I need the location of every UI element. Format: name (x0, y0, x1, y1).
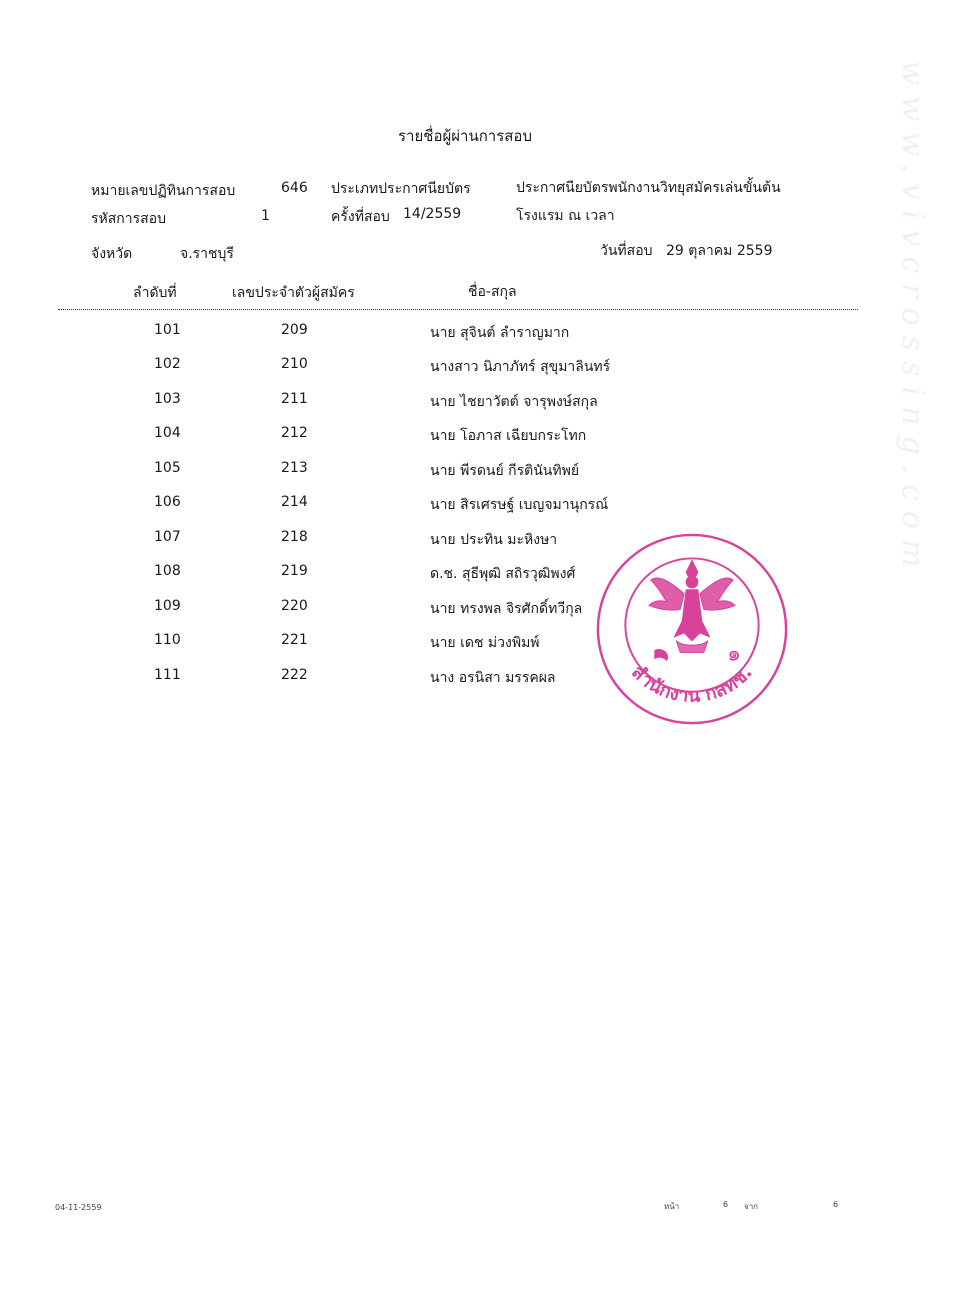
row-name: นาง อรนิสา มรรคผล (430, 670, 556, 686)
cert-type-label: ประเภทประกาศนียบัตร (331, 181, 471, 197)
row-seq: 106 (154, 494, 181, 510)
row-name: นาย สุจินต์ ลำราญมาก (430, 325, 570, 341)
table-row (0, 460, 960, 494)
document-title: รายชื่อผู้ผ่านการสอบ (398, 127, 532, 145)
cert-type-value: ประกาศนียบัตรพนักงานวิทยุสมัครเล่นขั้นต้น (516, 180, 781, 196)
row-applicant-id: 219 (281, 563, 308, 579)
row-seq: 101 (154, 322, 181, 338)
row-applicant-id: 212 (281, 425, 308, 441)
row-name: นาย ประทิน มะหิงษา (430, 532, 558, 548)
row-name: นาย ไชยาวัตต์ จารุพงษ์สกุล (430, 394, 598, 410)
exam-date-value: 29 ตุลาคม 2559 (666, 243, 773, 259)
province-label: จังหวัด (91, 246, 133, 262)
footer-page-current: 6 (723, 1200, 729, 1209)
table-row (0, 356, 960, 390)
row-seq: 109 (154, 598, 181, 614)
official-seal-icon (594, 531, 790, 727)
watermark-text: www.vivcrossing.com (895, 60, 930, 578)
seal-text: สำนักงาน กสทช. (627, 661, 757, 707)
table-row (0, 598, 960, 632)
row-applicant-id: 213 (281, 460, 308, 476)
table-row (0, 563, 960, 597)
footer-page-total: 6 (833, 1200, 839, 1209)
row-applicant-id: 214 (281, 494, 308, 510)
row-applicant-id: 209 (281, 322, 308, 338)
row-name: นาย โอภาส เฉียบกระโทก (430, 428, 587, 444)
row-applicant-id: 211 (281, 391, 308, 407)
row-applicant-id: 221 (281, 632, 308, 648)
venue-value: โรงแรม ณ เวลา (516, 208, 615, 224)
row-seq: 104 (154, 425, 181, 441)
row-applicant-id: 210 (281, 356, 308, 372)
row-name: ด.ช. สุธีพุฒิ สถิรวุฒิพงศ์ (430, 566, 576, 582)
row-seq: 110 (154, 632, 181, 648)
exam-code-label: รหัสการสอบ (91, 211, 166, 227)
header-seq: ลำดับที่ (133, 285, 177, 301)
table-row (0, 632, 960, 666)
table-row (0, 494, 960, 528)
footer-page-of-label: จาก (744, 1202, 759, 1211)
table-row (0, 425, 960, 459)
exam-code-value: 1 (261, 208, 270, 224)
row-applicant-id: 220 (281, 598, 308, 614)
footer-date: 04-11-2559 (55, 1203, 102, 1212)
permit-value: 646 (281, 180, 308, 196)
table-row (0, 529, 960, 563)
row-seq: 108 (154, 563, 181, 579)
row-name: นาย ทรงพล จิรศักดิ์ทวีกุล (430, 601, 583, 617)
permit-label: หมายเลขปฏิทินการสอบ (91, 183, 236, 199)
header-name: ชื่อ-สกุล (468, 284, 517, 300)
row-seq: 111 (154, 667, 181, 683)
row-name: นาย พีรดนย์ กีรตินันทิพย์ (430, 463, 580, 479)
round-value: 14/2559 (403, 206, 462, 222)
exam-date-label: วันที่สอบ (600, 243, 653, 259)
svg-text:สำนักงาน กสทช. (627, 662, 756, 707)
table-row (0, 322, 960, 356)
row-seq: 105 (154, 460, 181, 476)
table-row (0, 391, 960, 425)
svg-text:๑: ๑ (727, 641, 741, 667)
header-applicant-id: เลขประจำตัวผู้สมัคร (232, 285, 355, 301)
province-value: จ.ราชบุรี (180, 246, 234, 262)
row-seq: 107 (154, 529, 181, 545)
round-label: ครั้งที่สอบ (331, 209, 390, 225)
row-name: นาย สิรเศรษฐ์ เบญจมานุกรณ์ (430, 497, 609, 513)
row-applicant-id: 218 (281, 529, 308, 545)
table-row (0, 667, 960, 701)
row-name: นาย เดช ม่วงพิมพ์ (430, 635, 540, 651)
row-seq: 102 (154, 356, 181, 372)
row-name: นางสาว นิภาภัทร์ สุขุมาลินทร์ (430, 359, 611, 375)
footer-page-label: หน้า (664, 1202, 680, 1211)
header-divider (58, 309, 858, 310)
row-applicant-id: 222 (281, 667, 308, 683)
row-seq: 103 (154, 391, 181, 407)
